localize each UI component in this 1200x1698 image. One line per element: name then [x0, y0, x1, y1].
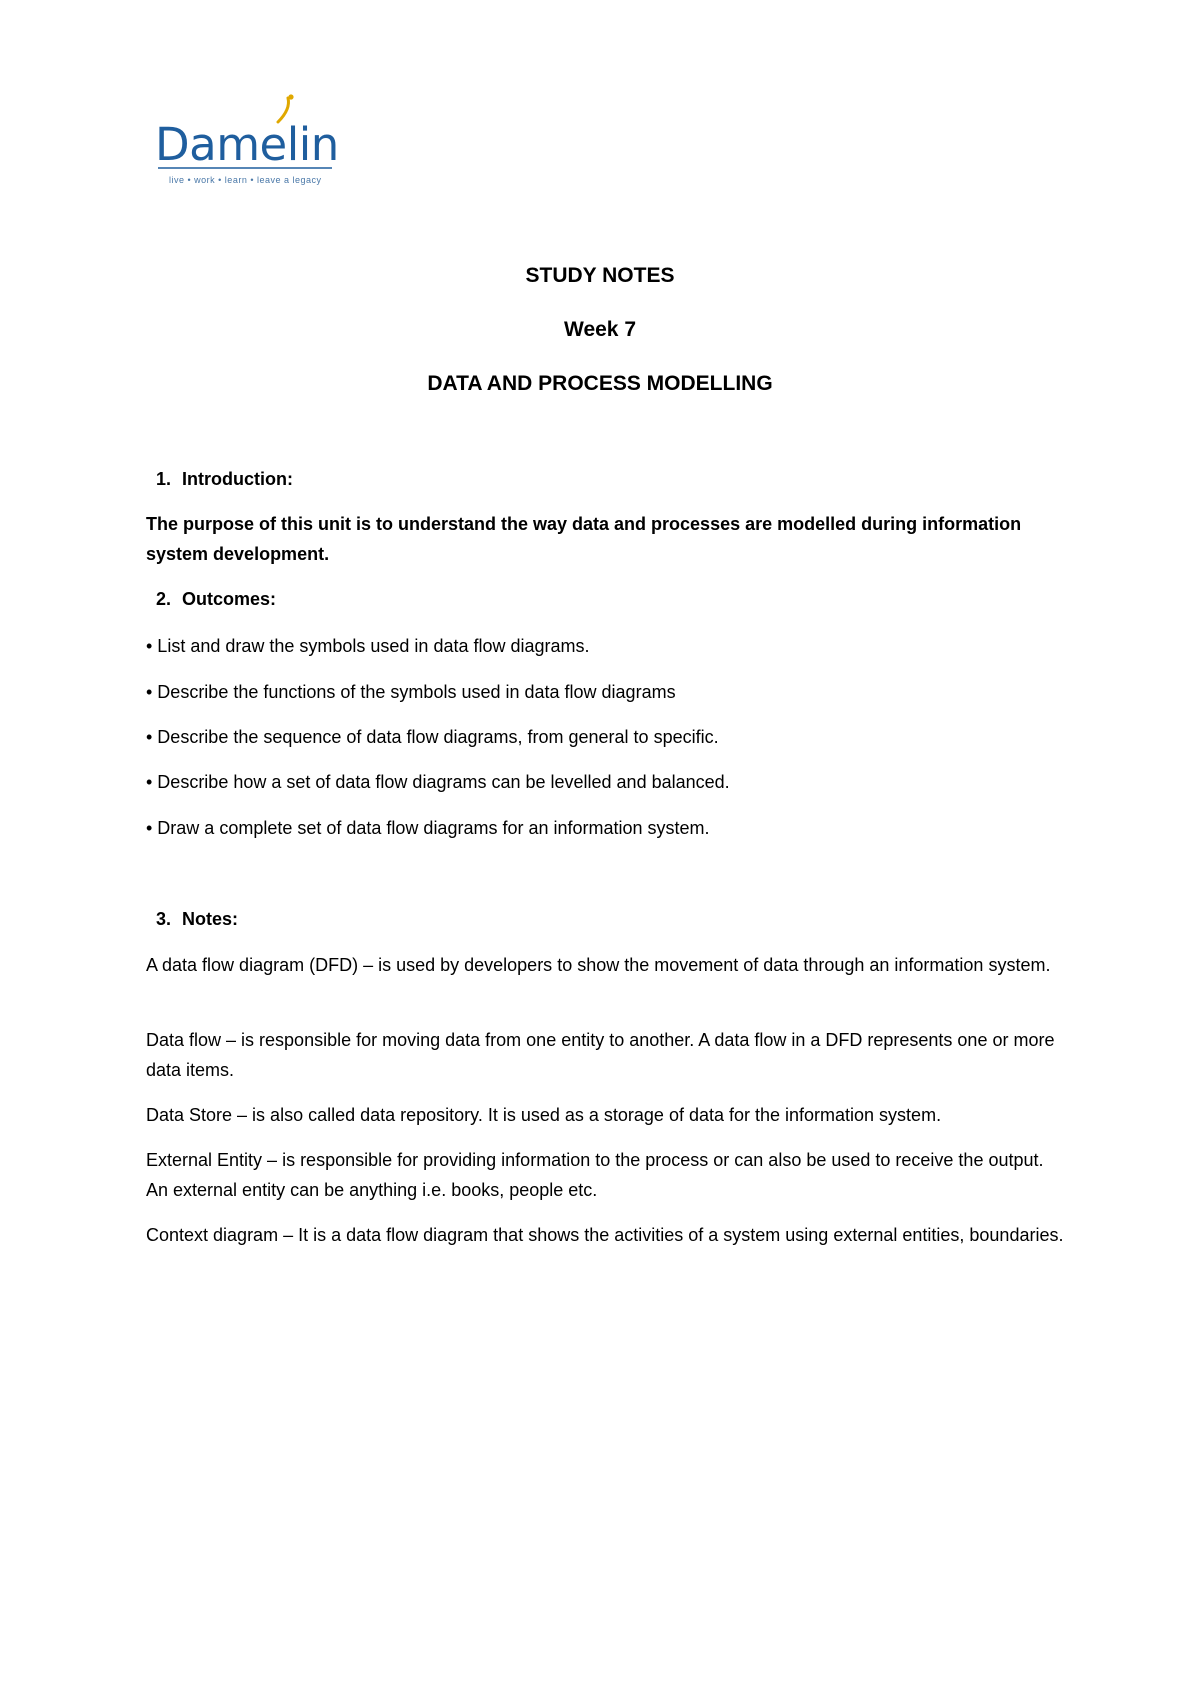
damelin-logo [150, 92, 350, 192]
outcome-list-item: • List and draw the symbols used in data flow diagrams. [146, 636, 590, 656]
topic-title: DATA AND PROCESS MODELLING [427, 372, 773, 395]
notes-paragraph-external-entity: External Entity – is responsible for providing information to the process or can also be used to receive the output. An external entity can be anything i.e. books, people etc. [146, 1150, 1044, 1200]
section-number: 2. [156, 589, 172, 609]
section-title: Introduction: [182, 469, 293, 489]
logo-wordmark: Damelin [155, 118, 339, 171]
week-label: Week 7 [564, 318, 636, 341]
section-number: 3. [156, 909, 172, 929]
section-title: Outcomes: [182, 589, 277, 609]
section-title: Notes: [182, 909, 239, 929]
outcome-list-item: • Describe how a set of data flow diagrams can be levelled and balanced. [146, 772, 730, 792]
notes-paragraph-data-store: Data Store – is also called data repository. It is used as a storage of data for the information system. [146, 1105, 942, 1125]
logo-tagline: live • work • learn • leave a legacy [169, 175, 322, 185]
notes-paragraph-context-diagram: Context diagram – It is a data flow diagram that shows the activities of a system using external entities, boundaries. [146, 1225, 1064, 1245]
document-title: STUDY NOTES [525, 264, 675, 287]
section-number: 1. [156, 469, 172, 489]
notes-paragraph-dfd: A data flow diagram (DFD) – is used by developers to show the movement of data through an information system. [146, 955, 1051, 975]
section-notes-heading [156, 909, 239, 929]
outcome-list-item: • Describe the sequence of data flow diagrams, from general to specific. [146, 727, 719, 747]
section-introduction-heading [156, 469, 293, 489]
outcome-list-item: • Describe the functions of the symbols used in data flow diagrams [146, 682, 676, 702]
introduction-paragraph: The purpose of this unit is to understand the way data and processes are modelled during information system development. [146, 514, 1022, 564]
notes-paragraph-data-flow: Data flow – is responsible for moving data from one entity to another. A data flow in a DFD represents one or more data items. [146, 1030, 1055, 1080]
section-outcomes-heading [156, 589, 277, 609]
outcome-list-item: • Draw a complete set of data flow diagrams for an information system. [146, 818, 710, 838]
